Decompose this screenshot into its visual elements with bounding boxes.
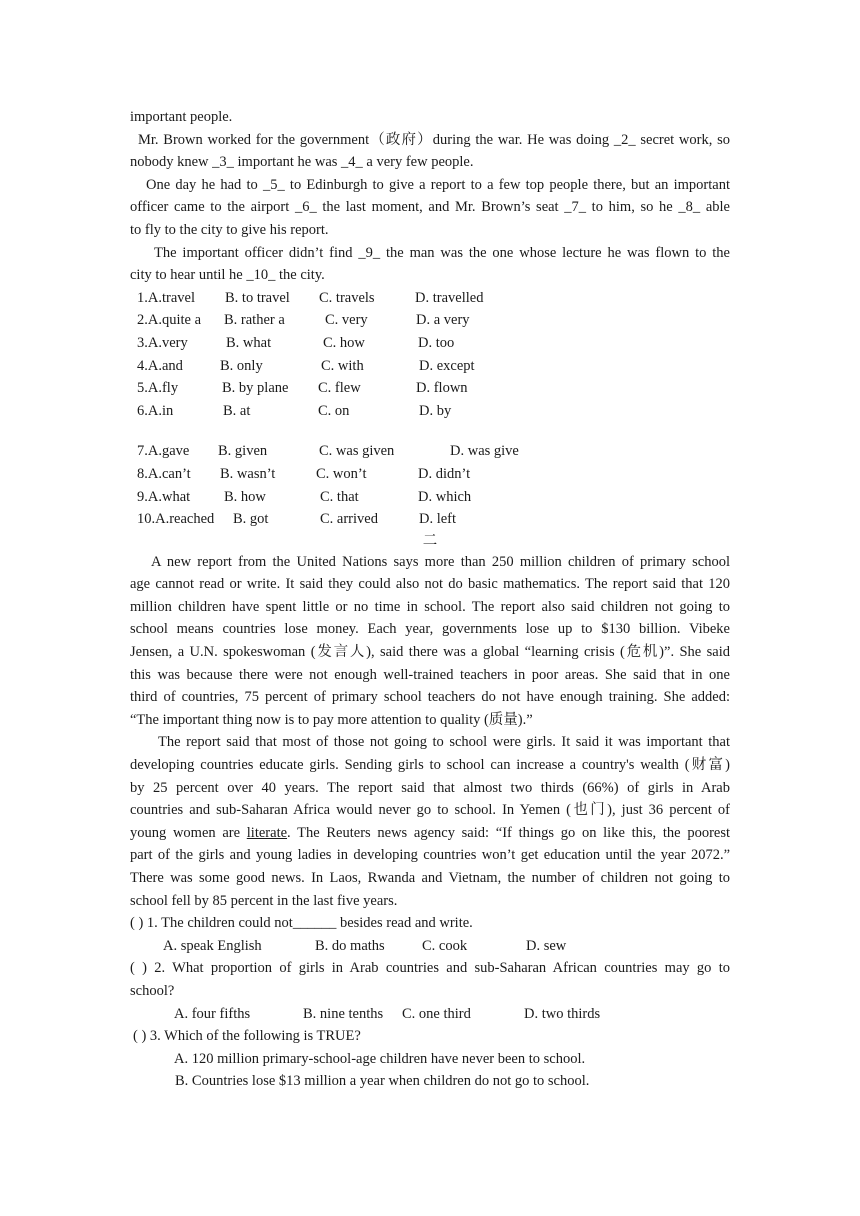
option-a: 8.A.can’t bbox=[137, 465, 191, 482]
option-b: B. rather a bbox=[224, 312, 285, 329]
passage-1-line: nobody knew _3_ important he was _4_ a very few people. bbox=[130, 154, 474, 171]
passage-2-line: million children have spent little or no time in school. The report also said children not going to bbox=[130, 598, 730, 615]
option-b: B. to travel bbox=[225, 289, 290, 306]
option-c: C. was given bbox=[319, 443, 395, 460]
question-3-option-b: B. Countries lose $13 million a year when children do not go to school. bbox=[175, 1073, 590, 1090]
option-d: D. a very bbox=[416, 312, 470, 329]
option-d: D. was give bbox=[450, 443, 519, 460]
option-c: C. one third bbox=[402, 1005, 471, 1022]
option-d: D. sew bbox=[526, 937, 567, 954]
question-1: ( ) 1. The children could not______ besides read and write. bbox=[130, 915, 473, 932]
passage-2-line: Jensen, a U.N. spokeswoman (发言人), said there was a global “learning crisis (危机)”. She said bbox=[130, 644, 730, 661]
passage-2-line: The report said that most of those not going to school were girls. It said it was important that bbox=[158, 734, 730, 751]
option-c: C. travels bbox=[319, 289, 375, 306]
passage-1-line: important people. bbox=[130, 109, 233, 125]
option-d: D. didn’t bbox=[418, 465, 471, 482]
passage-1-line: to fly to the city to give his report. bbox=[130, 221, 329, 238]
option-a: 4.A.and bbox=[137, 357, 183, 374]
text-fragment: . The Reuters news agency said: “If things go on like this, the poorest bbox=[287, 824, 731, 841]
option-row bbox=[130, 355, 730, 378]
question-2-cont: school? bbox=[130, 982, 175, 999]
option-b: B. how bbox=[224, 488, 266, 505]
option-c: C. how bbox=[323, 334, 365, 351]
option-c: C. with bbox=[321, 357, 364, 374]
options-list-2 bbox=[130, 440, 730, 530]
question-3-option-a: A. 120 million primary-school-age children have never been to school. bbox=[174, 1050, 586, 1067]
option-c: C. arrived bbox=[320, 511, 378, 528]
option-row bbox=[130, 508, 730, 531]
option-row bbox=[130, 440, 730, 463]
passage-2-line: school means countries lose money. Each year, governments lose up to $130 billion. Vibeke bbox=[130, 621, 730, 638]
option-c: C. cook bbox=[422, 937, 468, 954]
option-row bbox=[130, 400, 730, 423]
option-c: C. won’t bbox=[316, 465, 367, 482]
option-row bbox=[130, 377, 730, 400]
option-b: B. by plane bbox=[222, 380, 289, 397]
passage-2-line: this was because there were not enough well-trained teachers in poor areas. She said that in one bbox=[130, 666, 730, 683]
option-row bbox=[130, 332, 730, 355]
option-b: B. wasn’t bbox=[220, 465, 276, 482]
option-a: 9.A.what bbox=[137, 488, 191, 505]
option-d: D. by bbox=[419, 402, 452, 419]
option-b: B. only bbox=[220, 357, 263, 374]
passage-2-line: third of countries, 75 percent of primary school teachers do not have enough training. She added: bbox=[130, 689, 730, 706]
text-fragment: young women are bbox=[130, 824, 247, 841]
option-row bbox=[130, 287, 730, 310]
option-a: 3.A.very bbox=[137, 334, 188, 351]
passage-1-line: city to hear until he _10_ the city. bbox=[130, 267, 325, 284]
passage-2 bbox=[130, 551, 730, 913]
spacer bbox=[130, 422, 730, 440]
passage-1 bbox=[130, 106, 730, 287]
option-d: D. which bbox=[418, 488, 472, 505]
option-d: D. travelled bbox=[415, 289, 484, 306]
option-d: D. flown bbox=[416, 380, 468, 397]
option-row bbox=[130, 486, 730, 509]
options-list-1 bbox=[130, 287, 730, 423]
option-c: C. very bbox=[325, 312, 368, 329]
passage-2-line: age cannot read or write. It said they could also not do basic mathematics. The report said that 120 bbox=[130, 576, 730, 593]
option-b: B. nine tenths bbox=[303, 1005, 384, 1022]
option-b: B. at bbox=[223, 402, 251, 419]
option-c: C. flew bbox=[318, 380, 361, 397]
option-a: 2.A.quite a bbox=[137, 312, 202, 329]
option-c: C. on bbox=[318, 402, 350, 419]
passage-1-line: Mr. Brown worked for the government（政府）during the war. He was doing _2_ secret work, so bbox=[138, 131, 730, 148]
option-a: A. speak English bbox=[163, 937, 262, 954]
passage-2-line bbox=[130, 822, 730, 845]
option-b: B. got bbox=[233, 511, 269, 528]
passage-2-line: There was some good news. In Laos, Rwanda and Vietnam, the number of children not going to bbox=[130, 870, 730, 886]
option-a: 5.A.fly bbox=[137, 380, 179, 397]
option-d: D. two thirds bbox=[524, 1005, 601, 1022]
passage-2-line: A new report from the United Nations says more than 250 million children of primary school bbox=[151, 553, 730, 570]
option-b: B. do maths bbox=[315, 937, 385, 954]
document-page bbox=[130, 106, 730, 1093]
option-b: B. given bbox=[218, 443, 268, 460]
question-1-options bbox=[130, 935, 730, 958]
option-row bbox=[130, 309, 730, 332]
option-a: 6.A.in bbox=[137, 402, 174, 419]
underlined-word: literate bbox=[246, 824, 288, 841]
passage-1-line: The important officer didn’t find _9_ the man was the one whose lecture he was flown to the bbox=[154, 244, 730, 261]
passage-1-line: officer came to the airport _6_ the last moment, and Mr. Brown’s seat _7_ to him, so he _8_ able bbox=[130, 199, 730, 216]
passage-2-line: developing countries educate girls. Sending girls to school can increase a country's wealth (财富) bbox=[130, 757, 730, 774]
option-c: C. that bbox=[320, 488, 359, 505]
passage-2-line: school fell by 85 percent in the last five years. bbox=[130, 892, 398, 909]
option-row bbox=[130, 463, 730, 486]
comprehension-questions bbox=[130, 912, 730, 1093]
passage-2-line: part of the girls and young ladies in developing countries won’t get education until the year 2072.” bbox=[130, 847, 730, 864]
option-a: 10.A.reached bbox=[137, 511, 215, 528]
option-d: D. too bbox=[418, 334, 455, 351]
question-2: ( ) 2. What proportion of girls in Arab countries and sub-Saharan African countries may go to bbox=[130, 960, 730, 977]
option-a: 7.A.gave bbox=[137, 443, 190, 460]
option-a: A. four fifths bbox=[174, 1005, 251, 1022]
passage-2-line: countries and sub-Saharan Africa would never go to school. In Yemen (也门), just 36 percent of bbox=[130, 802, 730, 819]
passage-2-line: by 25 percent over 40 years. The report said that almost two thirds (66%) of girls in Arab bbox=[130, 779, 730, 796]
option-b: B. what bbox=[226, 334, 272, 351]
passage-1-line: One day he had to _5_ to Edinburgh to give a report to a few top people there, but an important bbox=[146, 176, 730, 193]
option-d: D. except bbox=[419, 357, 475, 374]
passage-2-line: “The important thing now is to pay more attention to quality (质量).” bbox=[130, 711, 533, 728]
question-3: ( ) 3. Which of the following is TRUE? bbox=[133, 1028, 361, 1045]
option-d: D. left bbox=[419, 511, 457, 528]
question-2-options bbox=[130, 1003, 730, 1026]
section-heading: 二 bbox=[422, 532, 438, 549]
option-a: 1.A.travel bbox=[137, 289, 195, 306]
